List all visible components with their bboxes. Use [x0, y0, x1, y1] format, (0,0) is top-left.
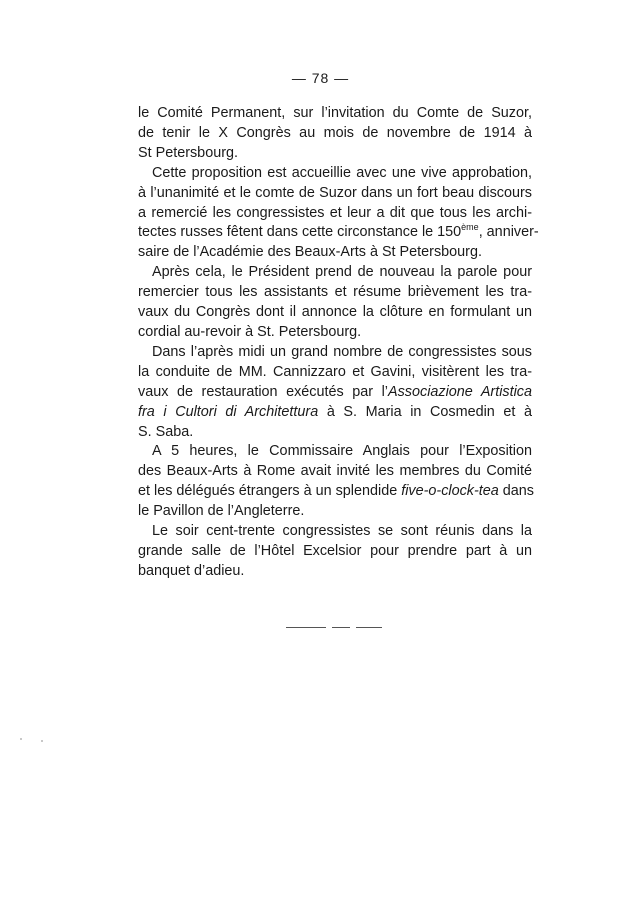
text-fragment: dans	[498, 483, 535, 500]
ordinal-superscript: ème	[461, 222, 479, 233]
paragraph-2	[138, 164, 539, 264]
italic-title: fra i Cultori di Architettura	[138, 403, 319, 420]
text-line: des Beaux-Arts à Rome avait invité les membres du Comité	[138, 463, 532, 480]
text-fragment: , anniver-	[478, 224, 539, 241]
text-line: le Pavillon de l’Angleterre.	[138, 503, 305, 520]
text-line: St Petersbourg.	[138, 144, 238, 161]
section-end-ornament	[286, 626, 386, 630]
paragraph-5	[138, 442, 535, 522]
paragraph-1	[138, 104, 532, 164]
text-line: vaux du Congrès dont il annonce la clôture en formulant un	[138, 304, 532, 321]
text-line: la conduite de MM. Cannizzaro et Gavini, visitèrent les tra-	[138, 363, 532, 380]
paragraph-3	[138, 263, 532, 343]
text-line: a remercié les congressistes et leur a dit que tous les archi-	[138, 204, 532, 221]
text-fragment: vaux de restauration exécutés par l’	[138, 383, 388, 400]
text-line: de tenir le X Congrès au mois de novembre de 1914 à	[138, 124, 532, 141]
ornament-dash	[356, 627, 382, 628]
text-line: remercier tous les assistants et résume brièvement les tra-	[138, 284, 532, 301]
paragraph-6	[138, 522, 532, 582]
paper-speck	[41, 740, 43, 742]
text-line: le Comité Permanent, sur l’invitation du Comte de Suzor,	[138, 105, 532, 121]
text-line: à l’unanimité et le comte de Suzor dans un fort beau discours	[138, 184, 532, 201]
text-line: saire de l’Académie des Beaux-Arts à St Petersbourg.	[138, 244, 482, 261]
text-line: Dans l’après midi un grand nombre de congressistes sous	[152, 343, 532, 360]
italic-term: five-o-clock-tea	[401, 483, 499, 500]
text-line: S. Saba.	[138, 423, 194, 440]
body-text	[138, 104, 539, 582]
text-line	[138, 222, 539, 243]
text-line: Cette proposition est accueillie avec une vive approbation,	[152, 164, 532, 181]
text-fragment: à S. Maria in Cosmedin et à	[318, 403, 533, 420]
italic-title: Associazione Artistica	[388, 383, 532, 400]
text-line: Le soir cent-trente congressistes se sont réunis dans la	[152, 523, 532, 540]
text-line	[138, 482, 535, 502]
paragraph-4	[138, 343, 532, 443]
ornament-dash	[332, 627, 350, 628]
text-line	[138, 383, 532, 403]
text-line: banquet d’adieu.	[138, 562, 245, 579]
paper-speck	[20, 738, 22, 740]
text-fragment: et les délégués étrangers à un splendide	[138, 483, 402, 500]
text-line: Après cela, le Président prend de nouveau la parole pour	[152, 264, 532, 281]
text-line: cordial au-revoir à St. Petersbourg.	[138, 323, 362, 340]
ornament-dash	[286, 627, 326, 628]
text-line: grande salle de l’Hôtel Excelsior pour prendre part à un	[138, 542, 532, 559]
text-line: A 5 heures, le Commissaire Anglais pour l’Exposition	[152, 443, 532, 460]
text-fragment: tectes russes fêtent dans cette circonstance le 150	[138, 224, 462, 241]
text-line	[138, 403, 532, 423]
page-number: — 78 —	[291, 70, 350, 86]
